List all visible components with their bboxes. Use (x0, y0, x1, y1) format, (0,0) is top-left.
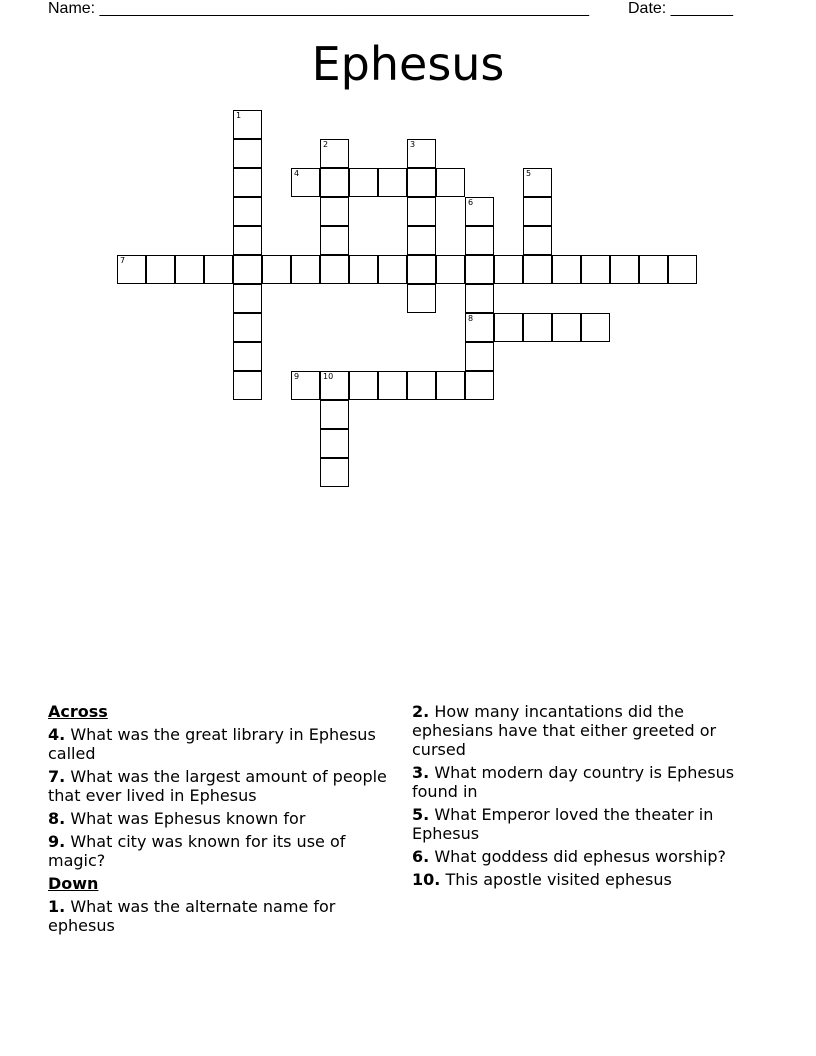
grid-cell[interactable] (581, 255, 610, 284)
grid-cell[interactable] (668, 255, 697, 284)
grid-cell[interactable] (407, 284, 436, 313)
grid-cell[interactable] (233, 139, 262, 168)
grid-cell[interactable] (291, 168, 320, 197)
grid-cell[interactable] (494, 255, 523, 284)
clue-down-2 (412, 702, 762, 759)
clue-down-1 (48, 897, 388, 935)
grid-cell[interactable] (465, 255, 494, 284)
grid-cell[interactable] (262, 255, 291, 284)
grid-cell[interactable] (233, 226, 262, 255)
grid-cell[interactable] (465, 197, 494, 226)
grid-cell[interactable] (349, 168, 378, 197)
grid-cell[interactable] (320, 226, 349, 255)
grid-cell[interactable] (465, 313, 494, 342)
clue-number-label: 8 (468, 314, 474, 323)
grid-cell[interactable] (320, 400, 349, 429)
grid-cell[interactable] (233, 284, 262, 313)
grid-cell[interactable] (523, 197, 552, 226)
grid-cell[interactable] (407, 197, 436, 226)
grid-cell[interactable] (349, 371, 378, 400)
grid-cell[interactable] (610, 255, 639, 284)
clue-number: 6. (412, 847, 430, 866)
across-heading: Across (48, 702, 108, 721)
grid-cell[interactable] (407, 226, 436, 255)
grid-cell[interactable] (436, 168, 465, 197)
clue-number-label: 7 (120, 256, 126, 265)
clue-number-label: 9 (294, 372, 300, 381)
grid-cell[interactable] (523, 313, 552, 342)
clue-number-label: 3 (410, 140, 416, 149)
grid-cell[interactable] (320, 429, 349, 458)
grid-cell[interactable] (552, 255, 581, 284)
grid-cell[interactable] (320, 197, 349, 226)
grid-cell[interactable] (320, 168, 349, 197)
clue-number: 7. (48, 767, 66, 786)
date-field-label[interactable]: Date: _______ (628, 0, 733, 17)
grid-cell[interactable] (233, 110, 262, 139)
clue-text: What was the alternate name for ephesus (48, 897, 336, 935)
grid-cell[interactable] (378, 371, 407, 400)
grid-cell[interactable] (407, 371, 436, 400)
clue-text: What goddess did ephesus worship? (434, 847, 727, 866)
name-field-label[interactable]: Name: _______________________________________________________ (48, 0, 589, 17)
clue-number: 4. (48, 725, 66, 744)
grid-cell[interactable] (436, 255, 465, 284)
grid-cell[interactable] (233, 342, 262, 371)
grid-cell[interactable] (233, 255, 262, 284)
clue-across-8 (48, 809, 388, 828)
clue-number-label: 4 (294, 169, 300, 178)
grid-cell[interactable] (204, 255, 233, 284)
clue-number: 3. (412, 763, 430, 782)
grid-cell[interactable] (639, 255, 668, 284)
clue-number-label: 5 (526, 169, 532, 178)
grid-cell[interactable] (117, 255, 146, 284)
clue-number: 9. (48, 832, 66, 851)
grid-cell[interactable] (494, 313, 523, 342)
clue-down-6 (412, 847, 762, 866)
grid-cell[interactable] (146, 255, 175, 284)
grid-cell[interactable] (523, 255, 552, 284)
clue-number: 1. (48, 897, 66, 916)
grid-cell[interactable] (233, 168, 262, 197)
clues-left-column (48, 702, 388, 939)
clue-number-label: 6 (468, 198, 474, 207)
grid-cell[interactable] (465, 342, 494, 371)
grid-cell[interactable] (233, 371, 262, 400)
grid-cell[interactable] (320, 371, 349, 400)
grid-cell[interactable] (320, 255, 349, 284)
clue-text: What was the largest amount of people that ever lived in Ephesus (48, 767, 387, 805)
down-heading: Down (48, 874, 99, 893)
grid-cell[interactable] (407, 139, 436, 168)
grid-cell[interactable] (436, 371, 465, 400)
clue-number-label: 10 (323, 372, 334, 381)
clue-text: What Emperor loved the theater in Ephesus (412, 805, 714, 843)
grid-cell[interactable] (291, 255, 320, 284)
clue-down-3 (412, 763, 762, 801)
grid-cell[interactable] (465, 226, 494, 255)
clue-text: What was the great library in Ephesus called (48, 725, 376, 763)
grid-cell[interactable] (233, 313, 262, 342)
clue-number: 10. (412, 870, 441, 889)
clue-number: 2. (412, 702, 430, 721)
grid-cell[interactable] (320, 458, 349, 487)
clues-right-column (412, 702, 762, 893)
clue-number: 8. (48, 809, 66, 828)
clue-text: How many incantations did the ephesians have that either greeted or cursed (412, 702, 717, 759)
page-title: Ephesus (311, 37, 505, 91)
clue-text: What modern day country is Ephesus found in (412, 763, 735, 801)
grid-cell[interactable] (465, 284, 494, 313)
clue-text: What was Ephesus known for (70, 809, 306, 828)
clue-down-5 (412, 805, 762, 843)
clue-down-10 (412, 870, 762, 889)
clue-number-label: 1 (236, 111, 242, 120)
grid-cell[interactable] (349, 255, 378, 284)
grid-cell[interactable] (378, 168, 407, 197)
grid-cell[interactable] (407, 255, 436, 284)
grid-cell[interactable] (233, 197, 262, 226)
clue-across-9 (48, 832, 388, 870)
grid-cell[interactable] (320, 139, 349, 168)
grid-cell[interactable] (291, 371, 320, 400)
grid-cell[interactable] (523, 226, 552, 255)
grid-cell[interactable] (407, 168, 436, 197)
crossword-grid (0, 0, 816, 520)
grid-cell[interactable] (581, 313, 610, 342)
clue-text: This apostle visited ephesus (445, 870, 672, 889)
clue-number: 5. (412, 805, 430, 824)
grid-cell[interactable] (523, 168, 552, 197)
grid-cell[interactable] (465, 371, 494, 400)
clue-across-7 (48, 767, 388, 805)
clue-across-4 (48, 725, 388, 763)
clue-text: What city was known for its use of magic? (48, 832, 346, 870)
clue-number-label: 2 (323, 140, 329, 149)
grid-cell[interactable] (378, 255, 407, 284)
grid-cell[interactable] (175, 255, 204, 284)
grid-cell[interactable] (552, 313, 581, 342)
